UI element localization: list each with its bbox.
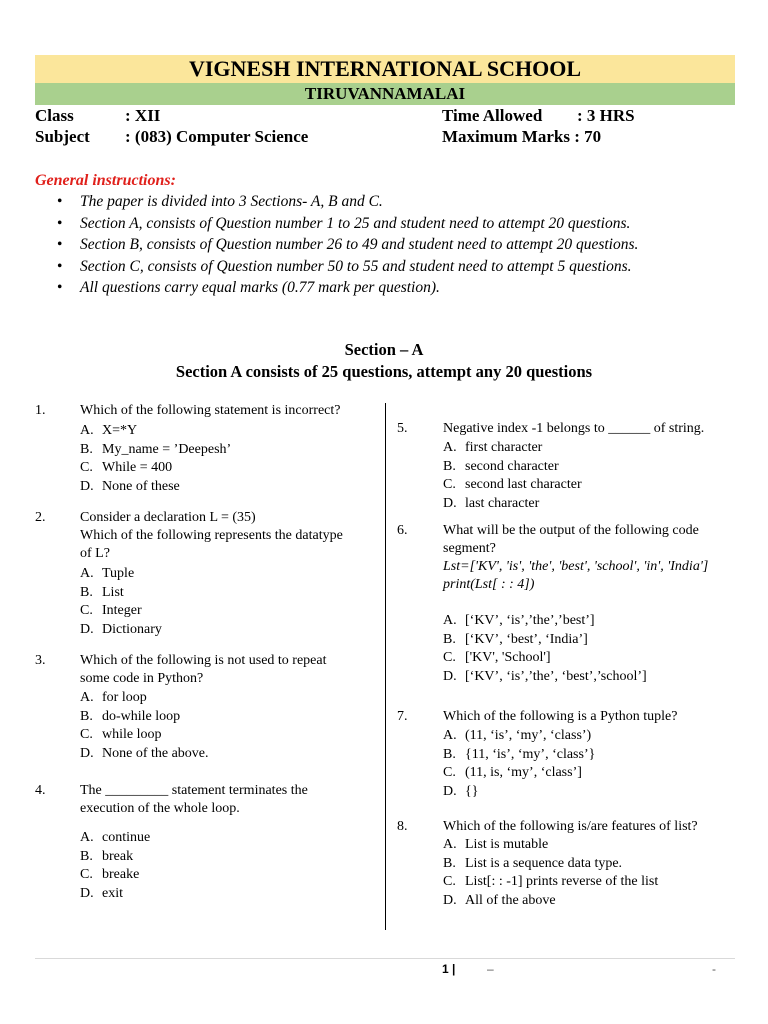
option-item bbox=[80, 726, 209, 745]
option-item bbox=[80, 689, 209, 708]
option-item bbox=[443, 631, 647, 650]
time-label: Time Allowed bbox=[442, 106, 543, 125]
option-letter: D. bbox=[443, 892, 457, 908]
option-text: last character bbox=[465, 495, 540, 511]
option-text: Dictionary bbox=[102, 621, 162, 637]
option-item bbox=[443, 764, 595, 783]
option-text: [‘KV’, ‘is’,’the’,’best’] bbox=[465, 613, 595, 628]
option-text: While = 400 bbox=[102, 460, 173, 475]
option-item bbox=[443, 458, 582, 477]
option-list bbox=[80, 422, 231, 496]
option-letter: B. bbox=[80, 708, 93, 724]
question-stem-line: Negative index -1 belongs to ______ of string. bbox=[443, 421, 705, 436]
option-letter: D. bbox=[443, 783, 457, 799]
question-number: 2. bbox=[35, 510, 46, 525]
option-text: List bbox=[102, 584, 124, 600]
question-stem bbox=[443, 818, 698, 836]
school-city: TIRUVANNAMALAI bbox=[35, 83, 735, 105]
option-list bbox=[80, 829, 150, 903]
instructions-list bbox=[55, 191, 735, 299]
option-text: for loop bbox=[102, 690, 147, 705]
question-stem-line: Which of the following statement is incorrect? bbox=[80, 403, 341, 418]
instruction-item: • Section A, consists of Question number 1 to 25 and student need to attempt 20 questions. bbox=[55, 213, 735, 235]
option-text: (11, ‘is’, ‘my’, ‘class’) bbox=[465, 728, 592, 743]
question-stem-line: Consider a declaration L = (35) bbox=[80, 510, 256, 525]
option-letter: B. bbox=[443, 746, 456, 762]
option-item bbox=[443, 649, 647, 668]
option-list bbox=[443, 836, 658, 910]
option-item bbox=[80, 459, 231, 478]
option-item bbox=[443, 855, 658, 874]
option-text: All of the above bbox=[465, 892, 556, 908]
option-text: {} bbox=[465, 783, 479, 799]
time-value: : 3 HRS bbox=[577, 106, 635, 125]
option-item bbox=[443, 495, 582, 514]
option-item bbox=[80, 602, 162, 621]
option-text: first character bbox=[465, 440, 543, 455]
question-stem-line: segment? bbox=[443, 541, 496, 556]
option-item bbox=[443, 476, 582, 495]
footer-rule bbox=[35, 958, 735, 959]
option-text: X=*Y bbox=[102, 423, 138, 438]
option-item bbox=[443, 439, 582, 458]
question-stem-line: The _________ statement terminates the bbox=[80, 783, 308, 798]
question-number: 8. bbox=[397, 819, 408, 834]
footer-dash: - bbox=[712, 962, 716, 976]
option-item bbox=[443, 836, 658, 855]
option-list bbox=[80, 689, 209, 763]
option-letter: B. bbox=[443, 631, 456, 647]
option-letter: A. bbox=[80, 690, 94, 705]
option-letter: D. bbox=[80, 478, 94, 494]
option-letter: C. bbox=[80, 727, 93, 742]
option-text: None of these bbox=[102, 478, 180, 494]
instruction-item: • All questions carry equal marks (0.77 mark per question). bbox=[55, 277, 735, 299]
option-text: (11, is, ‘my’, ‘class’] bbox=[465, 765, 582, 780]
question-number: 7. bbox=[397, 709, 408, 724]
option-item bbox=[443, 873, 658, 892]
option-item bbox=[80, 621, 162, 640]
question-stem-line: some code in Python? bbox=[80, 671, 204, 686]
section-subtitle: Section A consists of 25 questions, attempt any 20 questions bbox=[175, 362, 593, 381]
option-text: do-while loop bbox=[102, 708, 181, 724]
option-letter: D. bbox=[80, 745, 94, 761]
option-text: Integer bbox=[102, 603, 142, 618]
option-letter: D. bbox=[80, 885, 94, 901]
question-stem-line: of L? bbox=[80, 546, 110, 561]
instruction-item: • The paper is divided into 3 Sections- A, B and C. bbox=[55, 191, 735, 213]
option-text: continue bbox=[102, 830, 151, 845]
section-title: Section – A bbox=[344, 340, 424, 359]
question-stem bbox=[443, 708, 677, 726]
option-list bbox=[443, 727, 595, 801]
option-text: None of the above. bbox=[102, 745, 209, 761]
question-stem-line: What will be the output of the following code bbox=[443, 523, 699, 538]
instructions-title: General instructions: bbox=[35, 172, 176, 189]
option-item bbox=[80, 885, 150, 904]
option-text: break bbox=[102, 848, 134, 864]
option-text: List is a sequence data type. bbox=[465, 855, 623, 871]
question-stem bbox=[80, 509, 343, 563]
question-stem bbox=[80, 402, 340, 420]
option-letter: A. bbox=[80, 566, 94, 581]
option-text: exit bbox=[102, 885, 123, 901]
option-letter: B. bbox=[80, 848, 93, 864]
option-item bbox=[443, 668, 647, 687]
question-stem-line: Which of the following is a Python tuple? bbox=[443, 709, 678, 724]
option-letter: C. bbox=[80, 460, 93, 475]
question-number: 4. bbox=[35, 783, 46, 798]
option-letter: B. bbox=[443, 458, 456, 474]
option-item bbox=[80, 422, 231, 441]
max-marks: Maximum Marks : 70 bbox=[442, 127, 602, 146]
footer-dash: – bbox=[487, 962, 494, 976]
option-item bbox=[80, 584, 162, 603]
option-letter: B. bbox=[80, 441, 93, 457]
option-item bbox=[80, 565, 162, 584]
option-letter: D. bbox=[443, 668, 457, 684]
option-item bbox=[80, 848, 150, 867]
option-text: List is mutable bbox=[465, 837, 549, 852]
option-text: List[: : -1] prints reverse of the list bbox=[465, 874, 659, 889]
option-text: second character bbox=[465, 458, 559, 474]
question-number: 5. bbox=[397, 421, 408, 436]
option-letter: A. bbox=[443, 440, 457, 455]
option-letter: C. bbox=[80, 867, 93, 882]
option-letter: C. bbox=[443, 874, 456, 889]
option-item bbox=[80, 441, 231, 460]
question-number: 1. bbox=[35, 403, 46, 418]
option-letter: A. bbox=[80, 423, 94, 438]
option-item bbox=[443, 783, 595, 802]
code-line: print(Lst[ : : 4]) bbox=[443, 577, 535, 592]
option-text: [‘KV’, ‘is’,’the’, ‘best’,’school’] bbox=[465, 668, 647, 684]
option-list bbox=[80, 565, 162, 639]
option-letter: B. bbox=[80, 584, 93, 600]
option-text: [‘KV’, ‘best’, ‘India’] bbox=[465, 631, 588, 647]
option-item bbox=[443, 892, 658, 911]
option-item bbox=[443, 727, 595, 746]
question-number: 6. bbox=[397, 523, 408, 538]
subject-value: : (083) Computer Science bbox=[125, 127, 309, 146]
option-letter: A. bbox=[443, 613, 457, 628]
page-number: 1 | bbox=[442, 962, 456, 976]
option-text: second last character bbox=[465, 477, 582, 492]
option-letter: C. bbox=[443, 765, 456, 780]
option-list bbox=[443, 439, 582, 513]
class-value: : XII bbox=[125, 106, 161, 125]
option-letter: D. bbox=[443, 495, 457, 511]
question-stem bbox=[80, 782, 308, 818]
option-letter: A. bbox=[80, 830, 94, 845]
option-letter: B. bbox=[443, 855, 456, 871]
column-divider bbox=[385, 403, 386, 930]
question-stem bbox=[80, 652, 327, 688]
question-stem bbox=[443, 522, 708, 594]
option-text: {11, ‘is’, ‘my’, ‘class’} bbox=[465, 746, 596, 762]
question-stem-line: Which of the following represents the datatype bbox=[80, 528, 343, 543]
option-item bbox=[80, 745, 209, 764]
option-item bbox=[443, 746, 595, 765]
subject-label: Subject bbox=[35, 127, 90, 146]
option-letter: A. bbox=[443, 728, 457, 743]
option-item bbox=[80, 866, 150, 885]
option-text: Tuple bbox=[102, 566, 135, 581]
school-name: VIGNESH INTERNATIONAL SCHOOL bbox=[35, 55, 735, 83]
code-line: Lst=['KV', 'is', 'the', 'best', 'school', 'in', 'India'] bbox=[443, 559, 709, 574]
option-letter: A. bbox=[443, 837, 457, 852]
option-letter: C. bbox=[80, 603, 93, 618]
option-text: while loop bbox=[102, 727, 162, 742]
option-letter: D. bbox=[80, 621, 94, 637]
option-letter: C. bbox=[443, 477, 456, 492]
instruction-item: • Section C, consists of Question number 50 to 55 and student need to attempt 5 questions. bbox=[55, 256, 735, 278]
option-text: My_name = ’Deepesh’ bbox=[102, 441, 232, 457]
option-letter: C. bbox=[443, 650, 456, 665]
question-stem-line: Which of the following is/are features of list? bbox=[443, 819, 698, 834]
class-label: Class bbox=[35, 106, 74, 125]
option-item bbox=[80, 708, 209, 727]
option-list bbox=[443, 612, 647, 686]
option-item bbox=[80, 829, 150, 848]
question-stem-line: Which of the following is not used to repeat bbox=[80, 653, 327, 668]
option-text: ['KV', 'School'] bbox=[465, 650, 551, 665]
option-item bbox=[443, 612, 647, 631]
question-stem-line: execution of the whole loop. bbox=[80, 801, 240, 816]
question-number: 3. bbox=[35, 653, 46, 668]
option-text: breake bbox=[102, 867, 140, 882]
option-item bbox=[80, 478, 231, 497]
question-stem bbox=[443, 420, 704, 438]
instruction-item: • Section B, consists of Question number 26 to 49 and student need to attempt 20 questions. bbox=[55, 234, 735, 256]
